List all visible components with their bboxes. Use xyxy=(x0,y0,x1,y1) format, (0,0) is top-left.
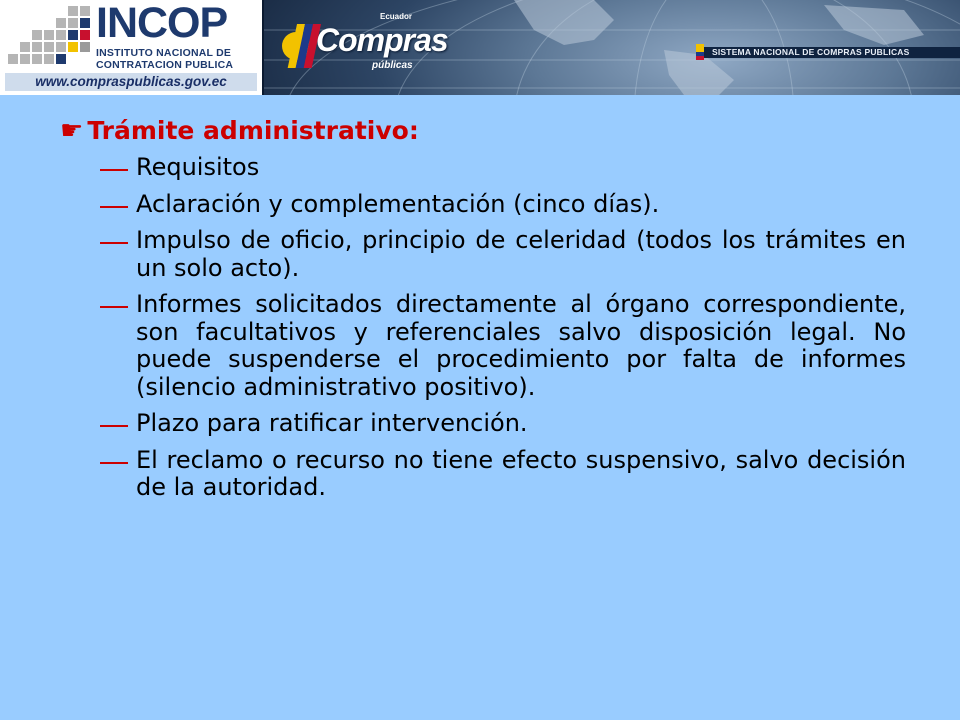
dash-bullet-icon xyxy=(100,425,128,427)
system-name-text: SISTEMA NACIONAL DE COMPRAS PUBLICAS xyxy=(712,47,910,57)
dash-bullet-icon xyxy=(100,206,128,208)
dash-bullet-icon xyxy=(100,462,128,464)
pointing-hand-icon: ☛ xyxy=(60,116,84,146)
website-url: www.compraspublicas.gov.ec xyxy=(5,73,257,91)
dash-bullet-icon xyxy=(100,169,128,171)
bullet-text: Aclaración y complementación (cinco días). xyxy=(136,189,660,218)
bullet-list xyxy=(100,154,906,511)
ecuador-label: Ecuador xyxy=(380,12,413,21)
incop-logo-panel xyxy=(0,0,264,95)
bullet-text: El reclamo o recurso no tiene efecto suspensivo, salvo decisión de la autoridad. xyxy=(136,445,906,501)
bullet-text: Informes solicitados directamente al órgano correspondiente, son facultativos y referenciales salvo disposición legal. No puede suspenderse el procedimiento por falta de informes (silencio administrativo positivo). xyxy=(136,290,906,401)
header-banner xyxy=(0,0,960,95)
list-item xyxy=(100,191,906,219)
list-item xyxy=(100,410,906,438)
incop-subtitle-line1: INSTITUTO NACIONAL DE xyxy=(96,47,232,59)
compras-wordmark: Compras xyxy=(316,22,448,58)
dash-bullet-icon xyxy=(100,306,128,308)
list-item xyxy=(100,227,906,282)
publicas-label: públicas xyxy=(372,60,413,71)
incop-subtitle-line2: CONTRATACION PUBLICA xyxy=(96,59,234,71)
ecuador-flag-icon xyxy=(696,44,704,60)
incop-wordmark: INCOP xyxy=(96,0,228,47)
list-item xyxy=(100,291,906,401)
bullet-text: Plazo para ratificar intervención. xyxy=(136,409,528,437)
slide-title-text: Trámite administrativo: xyxy=(87,116,419,145)
incop-subtitle xyxy=(96,47,233,71)
bullet-text: Requisitos xyxy=(136,153,260,181)
list-item xyxy=(100,447,906,502)
incop-logo-icon xyxy=(6,6,92,68)
slide-title xyxy=(60,115,419,147)
list-item xyxy=(100,154,906,182)
bullet-text: Impulso de oficio, principio de celeridad (todos los trámites en un solo acto). xyxy=(136,226,906,282)
dash-bullet-icon xyxy=(100,242,128,244)
